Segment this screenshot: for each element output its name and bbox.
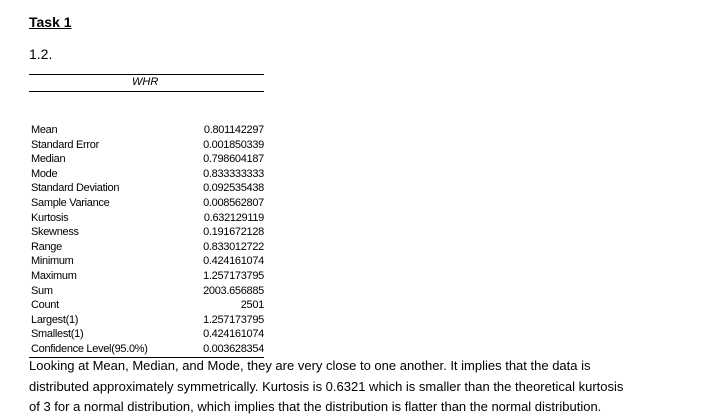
section-number: 1.2.: [29, 46, 53, 62]
descriptive-stats-table: [29, 74, 264, 358]
stat-label: Sum: [31, 284, 53, 297]
stat-row-mode: [29, 167, 264, 182]
stat-label: Skewness: [31, 226, 79, 239]
stat-value: 0.092535438: [203, 182, 264, 195]
task-title: Task 1: [29, 14, 72, 30]
stat-row-sum: [29, 284, 264, 299]
stats-header-label: WHR: [132, 76, 159, 88]
stat-label: Standard Deviation: [31, 182, 120, 195]
analysis-paragraph: [29, 356, 689, 418]
stat-row-sample-variance: [29, 196, 264, 211]
stat-row-standard-deviation: [29, 181, 264, 196]
stat-label: Maximum: [31, 269, 77, 282]
stat-label: Mode: [31, 167, 58, 180]
stat-label: Kurtosis: [31, 211, 69, 224]
stat-value: 0.833012722: [203, 240, 264, 253]
stat-label: Sample Variance: [31, 196, 110, 209]
stat-row-range: [29, 240, 264, 255]
stat-row-smallest: [29, 327, 264, 342]
stat-value: 0.001850339: [203, 138, 264, 151]
stats-table-body: [29, 123, 264, 358]
stat-label: Largest(1): [31, 313, 79, 326]
stat-value: 0.424161074: [203, 255, 264, 268]
stat-row-kurtosis: [29, 211, 264, 226]
stat-row-median: [29, 152, 264, 167]
stat-value: 2501: [240, 299, 264, 312]
stat-row-largest: [29, 313, 264, 328]
stat-value: 0.191672128: [203, 226, 264, 239]
stat-row-minimum: [29, 254, 264, 269]
stat-value: 1.257173795: [203, 269, 264, 282]
stat-label: Smallest(1): [31, 328, 84, 341]
stat-value: 0.833333333: [203, 167, 264, 180]
stat-row-confidence-level: [29, 342, 264, 357]
stat-label: Standard Error: [31, 138, 99, 151]
stat-row-mean: [29, 123, 264, 138]
stat-label: Range: [31, 240, 62, 253]
stats-table-spacer: [29, 92, 264, 123]
stat-label: Minimum: [31, 255, 74, 268]
stat-label: Count: [31, 299, 59, 312]
stat-label: Confidence Level(95.0%): [31, 342, 148, 355]
stat-row-count: [29, 298, 264, 313]
stat-row-standard-error: [29, 138, 264, 153]
stat-label: Mean: [31, 124, 58, 136]
stat-row-maximum: [29, 269, 264, 284]
stat-row-skewness: [29, 225, 264, 240]
paragraph-line-2: distributed approximately symmetrically. Kurtosis is 0.6321 which is smaller than the theoretical kurtosis: [29, 378, 624, 394]
stat-value: 2003.656885: [203, 284, 264, 297]
stat-value: 0.424161074: [203, 328, 264, 341]
stat-value: 1.257173795: [203, 313, 264, 326]
stat-value: 0.008562807: [203, 196, 264, 209]
stats-table-header: [29, 74, 264, 92]
stat-value: 0.003628354: [203, 342, 264, 355]
stat-value: 0.798604187: [203, 153, 264, 166]
paragraph-line-3: of 3 for a normal distribution, which implies that the distribution is flatter than the normal distribution.: [29, 399, 602, 414]
stat-label: Median: [31, 153, 66, 166]
paragraph-line-1: Looking at Mean, Median, and Mode, they are very close to one another. It implies that the data is: [29, 358, 591, 373]
stat-value: 0.801142297: [203, 124, 264, 136]
stat-value: 0.632129119: [203, 211, 264, 224]
